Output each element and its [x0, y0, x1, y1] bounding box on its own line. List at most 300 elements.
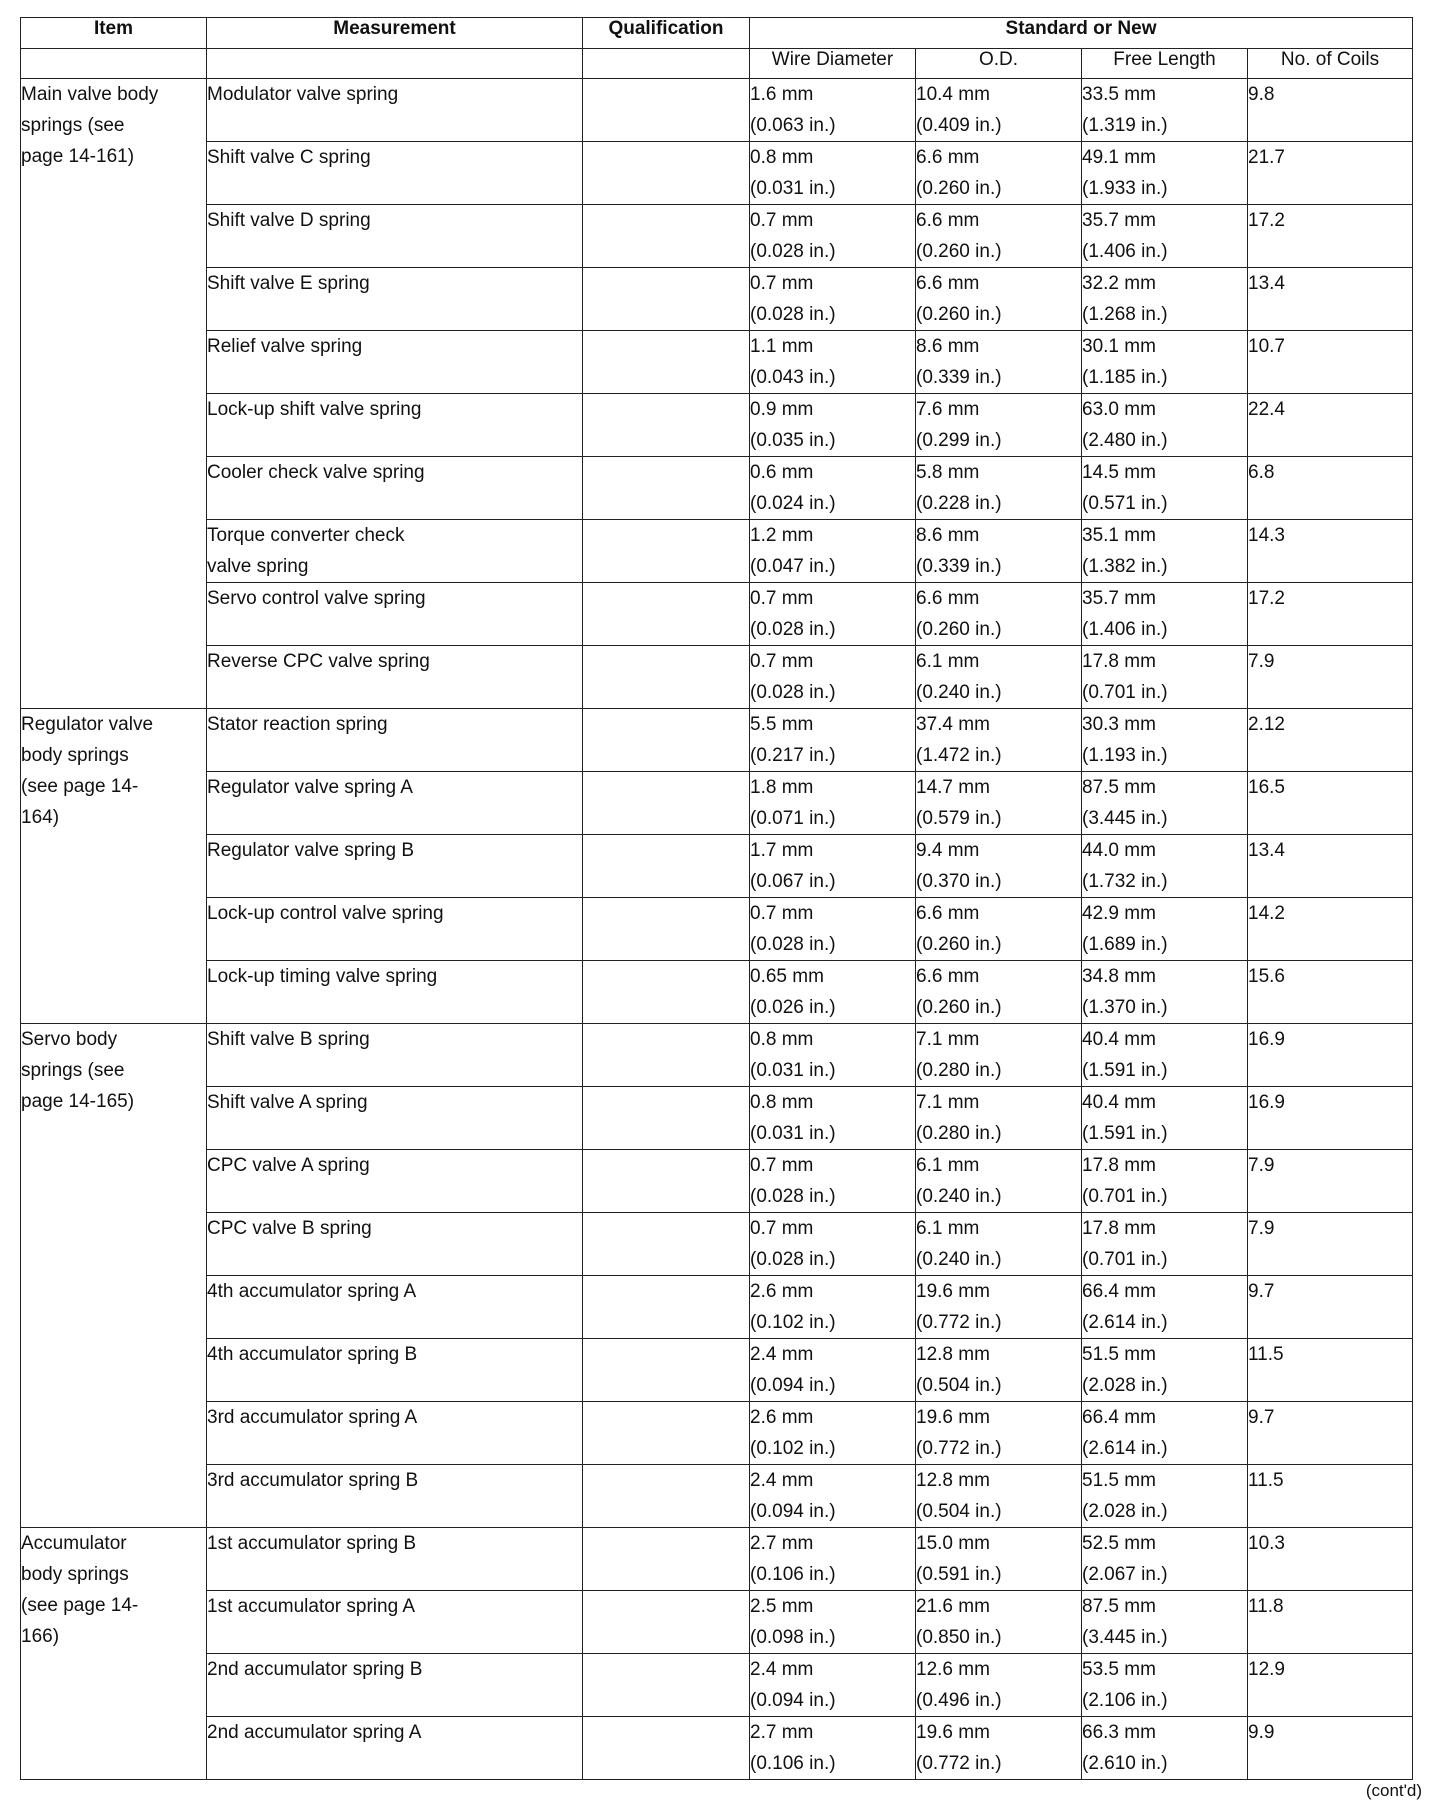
coils-cell: 6.8	[1248, 457, 1413, 520]
measurement-cell-line: Stator reaction spring	[207, 714, 388, 735]
measurement-cell-line: Lock-up shift valve spring	[207, 399, 422, 420]
od-cell	[916, 331, 1082, 394]
wire-diameter-cell	[750, 457, 916, 520]
od-cell-line: (0.299 in.)	[916, 430, 1002, 451]
free-length-cell	[1082, 1150, 1248, 1213]
coils-cell: 15.6	[1248, 961, 1413, 1024]
item-header: Item	[21, 18, 207, 49]
measurement-cell-line: Torque converter check	[207, 525, 405, 546]
wire-diameter-cell-line: 0.7 mm	[750, 903, 814, 924]
od-header: O.D.	[916, 49, 1082, 79]
od-cell-line: 6.6 mm	[916, 966, 980, 987]
wire-diameter-cell	[750, 835, 916, 898]
wire-diameter-cell	[750, 1591, 916, 1654]
measurement-cell	[207, 394, 583, 457]
measurement-cell	[207, 268, 583, 331]
qualification-cell	[583, 1276, 750, 1339]
coils-cell: 11.8	[1248, 1591, 1413, 1654]
measurement-cell	[207, 898, 583, 961]
coils-cell: 7.9	[1248, 1213, 1413, 1276]
qualification-cell	[583, 1402, 750, 1465]
item-group-label	[21, 79, 207, 709]
free-length-cell-line: (3.445 in.)	[1082, 808, 1168, 829]
od-cell-line: (0.280 in.)	[916, 1123, 1002, 1144]
measurement-cell	[207, 457, 583, 520]
od-cell	[916, 1402, 1082, 1465]
coils-cell: 11.5	[1248, 1339, 1413, 1402]
wire-diameter-cell-line: (0.028 in.)	[750, 304, 836, 325]
od-cell	[916, 1339, 1082, 1402]
free-length-cell-line: 34.8 mm	[1082, 966, 1156, 987]
item-group-label-line: Regulator valve	[21, 714, 154, 735]
wire-diameter-cell	[750, 1024, 916, 1087]
wire-diameter-cell-line: 0.6 mm	[750, 462, 814, 483]
od-cell-line: (0.772 in.)	[916, 1753, 1002, 1774]
od-cell-line: (0.579 in.)	[916, 808, 1002, 829]
wire-diameter-cell-line: (0.067 in.)	[750, 871, 836, 892]
free-length-cell-line: (0.701 in.)	[1082, 1249, 1168, 1270]
wire-diameter-cell	[750, 1339, 916, 1402]
od-cell	[916, 394, 1082, 457]
table-row	[21, 142, 1413, 205]
free-length-cell	[1082, 331, 1248, 394]
continued-note: (cont'd)	[1365, 1781, 1422, 1800]
free-length-cell-line: (1.185 in.)	[1082, 367, 1168, 388]
measurement-cell	[207, 520, 583, 583]
measurement-cell	[207, 1339, 583, 1402]
measurement-cell	[207, 1465, 583, 1528]
measurement-cell-line: Servo control valve spring	[207, 588, 426, 609]
measurement-cell-line: 3rd accumulator spring B	[207, 1470, 419, 1491]
free-length-cell	[1082, 1339, 1248, 1402]
coils-cell: 9.8	[1248, 79, 1413, 142]
subheader-row	[21, 49, 1413, 79]
od-cell-line: 6.6 mm	[916, 210, 980, 231]
measurement-cell-line: Shift valve E spring	[207, 273, 370, 294]
od-cell-line: (0.240 in.)	[916, 682, 1002, 703]
qualification-cell	[583, 457, 750, 520]
measurement-cell	[207, 1213, 583, 1276]
od-cell	[916, 1150, 1082, 1213]
od-cell	[916, 1717, 1082, 1780]
wire-diameter-cell-line: 0.7 mm	[750, 1155, 814, 1176]
header-row	[21, 18, 1413, 49]
spring-spec-table	[20, 17, 1413, 1780]
measurement-cell-line: Shift valve C spring	[207, 147, 371, 168]
free-length-cell-line: (0.571 in.)	[1082, 493, 1168, 514]
od-cell-line: (0.260 in.)	[916, 997, 1002, 1018]
free-length-cell	[1082, 1402, 1248, 1465]
free-length-cell-line: (1.193 in.)	[1082, 745, 1168, 766]
qualification-cell	[583, 1465, 750, 1528]
measurement-cell	[207, 1276, 583, 1339]
qualification-cell	[583, 331, 750, 394]
item-group-label-line: page 14-161)	[21, 146, 135, 167]
wire-diameter-cell-line: 0.7 mm	[750, 651, 814, 672]
coils-cell: 2.12	[1248, 709, 1413, 772]
measurement-cell	[207, 772, 583, 835]
wire-diameter-header: Wire Diameter	[750, 49, 916, 79]
item-group-label-line: 164)	[21, 807, 60, 828]
item-group-label-line: (see page 14-	[21, 1595, 139, 1616]
coils-cell: 14.2	[1248, 898, 1413, 961]
free-length-cell	[1082, 394, 1248, 457]
free-length-cell-line: 40.4 mm	[1082, 1092, 1156, 1113]
wire-diameter-cell	[750, 772, 916, 835]
wire-diameter-cell-line: (0.031 in.)	[750, 1060, 836, 1081]
measurement-cell	[207, 331, 583, 394]
item-group-label-line: Servo body	[21, 1029, 118, 1050]
free-length-cell	[1082, 1528, 1248, 1591]
wire-diameter-cell-line: 0.8 mm	[750, 147, 814, 168]
wire-diameter-cell	[750, 520, 916, 583]
measurement-cell-line: Regulator valve spring A	[207, 777, 413, 798]
measurement-header: Measurement	[207, 18, 583, 49]
wire-diameter-cell-line: (0.028 in.)	[750, 619, 836, 640]
wire-diameter-cell-line: 5.5 mm	[750, 714, 814, 735]
wire-diameter-cell-line: 1.6 mm	[750, 84, 814, 105]
od-cell	[916, 457, 1082, 520]
table-row	[21, 1465, 1413, 1528]
coils-cell: 12.9	[1248, 1654, 1413, 1717]
od-cell-line: 15.0 mm	[916, 1533, 990, 1554]
coils-cell: 16.9	[1248, 1087, 1413, 1150]
wire-diameter-cell-line: 2.7 mm	[750, 1722, 814, 1743]
qualification-cell	[583, 961, 750, 1024]
od-cell-line: (0.772 in.)	[916, 1438, 1002, 1459]
od-cell-line: (0.339 in.)	[916, 367, 1002, 388]
table-row	[21, 583, 1413, 646]
measurement-cell-line: CPC valve A spring	[207, 1155, 370, 1176]
measurement-cell-line: 3rd accumulator spring A	[207, 1407, 418, 1428]
measurement-cell-line: Modulator valve spring	[207, 84, 399, 105]
table-row	[21, 394, 1413, 457]
measurement-cell	[207, 1150, 583, 1213]
od-cell-line: (0.260 in.)	[916, 934, 1002, 955]
wire-diameter-cell	[750, 1276, 916, 1339]
od-cell-line: (0.260 in.)	[916, 619, 1002, 640]
wire-diameter-cell-line: 2.5 mm	[750, 1596, 814, 1617]
free-length-cell	[1082, 646, 1248, 709]
wire-diameter-cell-line: (0.028 in.)	[750, 241, 836, 262]
od-cell-line: 21.6 mm	[916, 1596, 990, 1617]
qualification-cell	[583, 1654, 750, 1717]
free-length-cell-line: (2.480 in.)	[1082, 430, 1168, 451]
qualification-header: Qualification	[583, 18, 750, 49]
item-group-label-line: body springs	[21, 1564, 129, 1585]
coils-cell: 22.4	[1248, 394, 1413, 457]
wire-diameter-cell	[750, 1213, 916, 1276]
free-length-cell-line: 32.2 mm	[1082, 273, 1156, 294]
wire-diameter-cell-line: (0.028 in.)	[750, 1186, 836, 1207]
od-cell	[916, 1465, 1082, 1528]
wire-diameter-cell-line: 2.4 mm	[750, 1344, 814, 1365]
qualification-cell	[583, 772, 750, 835]
wire-diameter-cell-line: (0.063 in.)	[750, 115, 836, 136]
free-length-cell-line: 17.8 mm	[1082, 651, 1156, 672]
table-row	[21, 709, 1413, 772]
measurement-cell	[207, 1528, 583, 1591]
qualification-cell	[583, 142, 750, 205]
free-length-cell-line: 40.4 mm	[1082, 1029, 1156, 1050]
wire-diameter-cell	[750, 646, 916, 709]
free-length-cell-line: 87.5 mm	[1082, 777, 1156, 798]
wire-diameter-cell-line: 1.8 mm	[750, 777, 814, 798]
free-length-cell-line: (1.933 in.)	[1082, 178, 1168, 199]
od-cell-line: (0.228 in.)	[916, 493, 1002, 514]
qualification-cell	[583, 1591, 750, 1654]
od-cell	[916, 646, 1082, 709]
free-length-cell-line: 30.3 mm	[1082, 714, 1156, 735]
od-cell-line: 6.6 mm	[916, 588, 980, 609]
od-cell-line: 19.6 mm	[916, 1281, 990, 1302]
wire-diameter-cell-line: 2.6 mm	[750, 1281, 814, 1302]
free-length-cell-line: 42.9 mm	[1082, 903, 1156, 924]
free-length-cell-line: (1.689 in.)	[1082, 934, 1168, 955]
wire-diameter-cell	[750, 709, 916, 772]
od-cell	[916, 961, 1082, 1024]
qualification-cell	[583, 1528, 750, 1591]
wire-diameter-cell-line: 1.7 mm	[750, 840, 814, 861]
qualification-cell	[583, 709, 750, 772]
free-length-cell-line: 66.3 mm	[1082, 1722, 1156, 1743]
coils-cell: 10.7	[1248, 331, 1413, 394]
od-cell-line: (0.496 in.)	[916, 1690, 1002, 1711]
od-cell	[916, 205, 1082, 268]
table-row	[21, 835, 1413, 898]
wire-diameter-cell-line: (0.102 in.)	[750, 1312, 836, 1333]
od-cell-line: 6.6 mm	[916, 903, 980, 924]
measurement-cell-line: Cooler check valve spring	[207, 462, 425, 483]
table-row	[21, 1528, 1413, 1591]
free-length-cell-line: 35.1 mm	[1082, 525, 1156, 546]
measurement-cell-line: 2nd accumulator spring B	[207, 1659, 423, 1680]
wire-diameter-cell	[750, 1528, 916, 1591]
item-group-label	[21, 709, 207, 1024]
od-cell-line: 12.8 mm	[916, 1470, 990, 1491]
wire-diameter-cell-line: (0.106 in.)	[750, 1564, 836, 1585]
od-cell	[916, 520, 1082, 583]
item-group-label-line: page 14-165)	[21, 1091, 135, 1112]
od-cell-line: 9.4 mm	[916, 840, 980, 861]
free-length-cell-line: 17.8 mm	[1082, 1218, 1156, 1239]
table-row	[21, 1087, 1413, 1150]
coils-cell: 13.4	[1248, 268, 1413, 331]
wire-diameter-cell-line: (0.035 in.)	[750, 430, 836, 451]
od-cell-line: 6.6 mm	[916, 273, 980, 294]
item-group-label-line: Main valve body	[21, 84, 159, 105]
free-length-cell-line: 87.5 mm	[1082, 1596, 1156, 1617]
od-cell	[916, 1024, 1082, 1087]
wire-diameter-cell-line: (0.028 in.)	[750, 934, 836, 955]
free-length-cell	[1082, 709, 1248, 772]
qualification-cell	[583, 268, 750, 331]
od-cell-line: 6.6 mm	[916, 147, 980, 168]
od-cell-line: (0.772 in.)	[916, 1312, 1002, 1333]
item-group-label-line: springs (see	[21, 1060, 125, 1081]
qualification-cell	[583, 394, 750, 457]
table-row	[21, 772, 1413, 835]
free-length-cell-line: 51.5 mm	[1082, 1344, 1156, 1365]
wire-diameter-cell-line: (0.217 in.)	[750, 745, 836, 766]
blank-cell	[207, 49, 583, 79]
free-length-cell-line: (2.028 in.)	[1082, 1375, 1168, 1396]
qualification-cell	[583, 1087, 750, 1150]
free-length-cell	[1082, 205, 1248, 268]
wire-diameter-cell-line: 1.1 mm	[750, 336, 814, 357]
od-cell	[916, 1654, 1082, 1717]
wire-diameter-cell	[750, 1717, 916, 1780]
measurement-cell	[207, 1087, 583, 1150]
free-length-cell	[1082, 520, 1248, 583]
free-length-cell-line: (2.610 in.)	[1082, 1753, 1168, 1774]
measurement-cell	[207, 1402, 583, 1465]
wire-diameter-cell-line: 0.7 mm	[750, 1218, 814, 1239]
wire-diameter-cell-line: (0.094 in.)	[750, 1501, 836, 1522]
wire-diameter-cell-line: (0.026 in.)	[750, 997, 836, 1018]
table-row	[21, 205, 1413, 268]
measurement-cell	[207, 1717, 583, 1780]
measurement-cell-line: 1st accumulator spring A	[207, 1596, 416, 1617]
table-row	[21, 898, 1413, 961]
table-row	[21, 1717, 1413, 1780]
od-cell-line: 5.8 mm	[916, 462, 980, 483]
od-cell-line: 6.1 mm	[916, 1218, 980, 1239]
qualification-cell	[583, 898, 750, 961]
free-length-cell-line: (2.028 in.)	[1082, 1501, 1168, 1522]
table-row	[21, 1024, 1413, 1087]
wire-diameter-cell	[750, 1654, 916, 1717]
table-row	[21, 1276, 1413, 1339]
free-length-cell-line: (3.445 in.)	[1082, 1627, 1168, 1648]
wire-diameter-cell	[750, 268, 916, 331]
od-cell-line: (0.370 in.)	[916, 871, 1002, 892]
coils-cell: 9.9	[1248, 1717, 1413, 1780]
wire-diameter-cell-line: 2.4 mm	[750, 1659, 814, 1680]
free-length-cell	[1082, 1591, 1248, 1654]
table-row	[21, 457, 1413, 520]
od-cell-line: 7.1 mm	[916, 1092, 980, 1113]
free-length-cell-line: 33.5 mm	[1082, 84, 1156, 105]
wire-diameter-cell-line: (0.094 in.)	[750, 1375, 836, 1396]
free-length-cell	[1082, 1087, 1248, 1150]
free-length-cell	[1082, 1465, 1248, 1528]
free-length-cell-line: (1.268 in.)	[1082, 304, 1168, 325]
measurement-cell-line: valve spring	[207, 556, 309, 577]
qualification-cell	[583, 583, 750, 646]
wire-diameter-cell-line: 2.7 mm	[750, 1533, 814, 1554]
free-length-cell-line: (1.382 in.)	[1082, 556, 1168, 577]
measurement-cell	[207, 1024, 583, 1087]
wire-diameter-cell	[750, 79, 916, 142]
od-cell-line: 8.6 mm	[916, 336, 980, 357]
free-length-cell-line: (2.106 in.)	[1082, 1690, 1168, 1711]
od-cell	[916, 835, 1082, 898]
measurement-cell	[207, 583, 583, 646]
od-cell-line: (0.260 in.)	[916, 304, 1002, 325]
item-group-label	[21, 1528, 207, 1780]
table-row	[21, 1402, 1413, 1465]
free-length-header: Free Length	[1082, 49, 1248, 79]
od-cell	[916, 772, 1082, 835]
free-length-cell-line: (1.591 in.)	[1082, 1123, 1168, 1144]
measurement-cell-line: Shift valve D spring	[207, 210, 371, 231]
od-cell-line: (0.409 in.)	[916, 115, 1002, 136]
free-length-cell	[1082, 457, 1248, 520]
free-length-cell	[1082, 142, 1248, 205]
free-length-cell-line: (1.732 in.)	[1082, 871, 1168, 892]
od-cell	[916, 142, 1082, 205]
od-cell	[916, 268, 1082, 331]
qualification-cell	[583, 520, 750, 583]
measurement-cell-line: Lock-up timing valve spring	[207, 966, 438, 987]
od-cell	[916, 1087, 1082, 1150]
od-cell-line: 6.1 mm	[916, 1155, 980, 1176]
free-length-cell	[1082, 79, 1248, 142]
measurement-cell-line: Regulator valve spring B	[207, 840, 414, 861]
qualification-cell	[583, 1339, 750, 1402]
free-length-cell-line: (0.701 in.)	[1082, 1186, 1168, 1207]
free-length-cell-line: 49.1 mm	[1082, 147, 1156, 168]
qualification-cell	[583, 79, 750, 142]
table-row	[21, 646, 1413, 709]
od-cell-line: 7.6 mm	[916, 399, 980, 420]
item-group-label-line: 166)	[21, 1626, 60, 1647]
od-cell	[916, 898, 1082, 961]
item-group-label	[21, 1024, 207, 1528]
od-cell-line: 19.6 mm	[916, 1722, 990, 1743]
wire-diameter-cell-line: 2.4 mm	[750, 1470, 814, 1491]
wire-diameter-cell-line: (0.106 in.)	[750, 1753, 836, 1774]
table-row	[21, 268, 1413, 331]
blank-cell	[21, 49, 207, 79]
measurement-cell	[207, 961, 583, 1024]
od-cell-line: 12.6 mm	[916, 1659, 990, 1680]
wire-diameter-cell	[750, 142, 916, 205]
free-length-cell	[1082, 1717, 1248, 1780]
od-cell	[916, 1591, 1082, 1654]
wire-diameter-cell-line: (0.094 in.)	[750, 1690, 836, 1711]
free-length-cell	[1082, 268, 1248, 331]
free-length-cell	[1082, 1276, 1248, 1339]
od-cell-line: 37.4 mm	[916, 714, 990, 735]
coils-cell: 21.7	[1248, 142, 1413, 205]
free-length-cell	[1082, 898, 1248, 961]
free-length-cell-line: 35.7 mm	[1082, 588, 1156, 609]
od-cell-line: (0.504 in.)	[916, 1375, 1002, 1396]
od-cell-line: (0.240 in.)	[916, 1186, 1002, 1207]
wire-diameter-cell-line: 0.9 mm	[750, 399, 814, 420]
wire-diameter-cell-line: (0.102 in.)	[750, 1438, 836, 1459]
coils-cell: 11.5	[1248, 1465, 1413, 1528]
measurement-cell	[207, 646, 583, 709]
wire-diameter-cell-line: (0.031 in.)	[750, 178, 836, 199]
measurement-cell-line: 1st accumulator spring B	[207, 1533, 417, 1554]
wire-diameter-cell	[750, 331, 916, 394]
od-cell	[916, 583, 1082, 646]
measurement-cell-line: Lock-up control valve spring	[207, 903, 444, 924]
wire-diameter-cell	[750, 583, 916, 646]
blank-cell	[583, 49, 750, 79]
measurement-cell-line: Reverse CPC valve spring	[207, 651, 430, 672]
wire-diameter-cell	[750, 1465, 916, 1528]
od-cell-line: (0.260 in.)	[916, 178, 1002, 199]
od-cell-line: (0.280 in.)	[916, 1060, 1002, 1081]
od-cell-line: 8.6 mm	[916, 525, 980, 546]
od-cell	[916, 1213, 1082, 1276]
table-row	[21, 1654, 1413, 1717]
wire-diameter-cell-line: 0.8 mm	[750, 1029, 814, 1050]
